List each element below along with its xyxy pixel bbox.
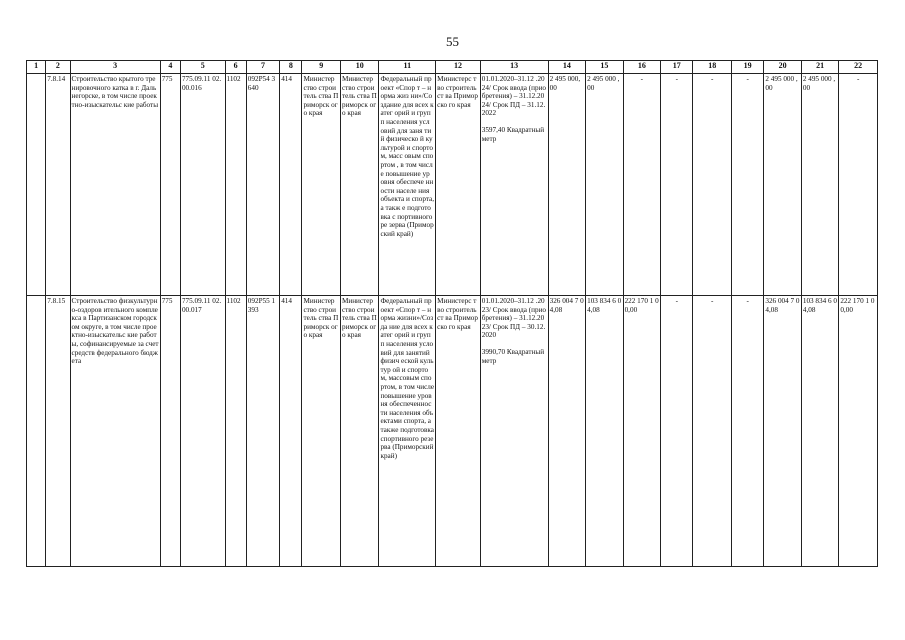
table-row: [27, 296, 878, 567]
cell-responsible: Министерс тво строительст ва Приморско го края: [436, 296, 481, 567]
cell-object-name: Строительство физкультурно-оздоров ительного комплекса в Партизанском городском округе, в том числе проектно-изыскательс кие работы, софинансируемые за счет средств федерального бюджета: [70, 296, 160, 567]
cell-amount: 326 004 7 04,08: [548, 296, 585, 567]
cell-index: [27, 74, 46, 296]
column-header: 19: [731, 61, 763, 74]
cell-amount: -: [693, 74, 731, 296]
column-header: 6: [225, 61, 246, 74]
cell-amount: 103 834 6 04,08: [801, 296, 838, 567]
column-header: 20: [764, 61, 801, 74]
cell-amount: 326 004 7 04,08: [764, 296, 801, 567]
terms-dates: 01.01.2020–31.12 .2023/ Срок ввода (приобретения) – 31.12.2023/ Срок ПД – 30.12.2020: [481, 297, 547, 340]
cell-amount: -: [661, 74, 693, 296]
terms-dates: 01.01.2020–31.12 .2024/ Срок ввода (приобретения) – 31.12.2024/ Срок ПД – 31.12.2022: [481, 75, 547, 118]
cell-code: 7.8.15: [46, 296, 70, 567]
cell-amount: 2 495 000 ,00: [801, 74, 838, 296]
column-header: 10: [340, 61, 378, 74]
cell-index: [27, 296, 46, 567]
cell-amount: -: [693, 296, 731, 567]
column-header: 4: [160, 61, 180, 74]
cell-project: Федеральный проект «Спор т – норма жиз ни»/Создание для всех катег орий и групп населения усл овий для заня тий физическо й культурой и спортом, масс овым спортом , в том числе повышение ур овня обеспече нности населе ния объекта и спорта, а такж е подготовка с портивного ре зерва (Примор ский край): [379, 74, 436, 296]
cell-project: Федеральный проект «Спор т – норма жизни»/Созда ние для всех катег орий и групп населения условий для занятий физич еской культур ой и спортом, массовым спо ртом, в том числе повышение уровня обеспеченнос ти населения объектами спорта, а также подготовка спортивного резерва (Приморский край): [379, 296, 436, 567]
cell-code: 7.8.14: [46, 74, 70, 296]
cell-terms: [480, 74, 548, 296]
column-header: 14: [548, 61, 585, 74]
column-header: 11: [379, 61, 436, 74]
cell-amount: -: [661, 296, 693, 567]
header-row: [27, 61, 878, 74]
cell-section: 1102: [225, 74, 246, 296]
cell-customer: Министер ство строитель ства Приморск ого края: [302, 74, 340, 296]
cell-grbs: 775: [160, 74, 180, 296]
column-header: 15: [586, 61, 623, 74]
cell-program-code: 775.09.11 02.00.016: [180, 74, 225, 296]
cell-expense-type: 414: [280, 74, 302, 296]
cell-target-article: 092P55 1393: [246, 296, 279, 567]
column-header: 16: [623, 61, 660, 74]
column-header: 13: [480, 61, 548, 74]
column-header: 18: [693, 61, 731, 74]
cell-amount: 103 834 6 04,08: [586, 296, 623, 567]
table-row: [27, 74, 878, 296]
column-header: 9: [302, 61, 340, 74]
column-header: 2: [46, 61, 70, 74]
cell-amount: 222 170 1 00,00: [623, 296, 660, 567]
terms-capacity: 3597,40 Квадратный метр: [481, 125, 545, 143]
cell-amount: -: [731, 74, 763, 296]
column-header: 22: [839, 61, 878, 74]
column-header: 3: [70, 61, 160, 74]
cell-customer: Министер ство строитель ства Приморск ого края: [302, 296, 340, 567]
cell-amount: -: [731, 296, 763, 567]
cell-target-article: 092P54 3640: [246, 74, 279, 296]
column-header: 1: [27, 61, 46, 74]
cell-developer: Министер ство строитель ства Приморск ого края: [340, 74, 378, 296]
cell-amount: -: [839, 74, 878, 296]
column-header: 7: [246, 61, 279, 74]
cell-amount: -: [623, 74, 660, 296]
column-header: 17: [661, 61, 693, 74]
column-header: 5: [180, 61, 225, 74]
cell-section: 1102: [225, 296, 246, 567]
terms-capacity: 3990,70 Квадратный метр: [481, 347, 545, 365]
cell-amount: 2 495 000 ,00: [586, 74, 623, 296]
cell-amount: 2 495 000 ,00: [764, 74, 801, 296]
cell-developer: Министер ство строитель ства Приморск ого края: [340, 296, 378, 567]
column-header: 8: [280, 61, 302, 74]
cell-responsible: Министерс тво строительст ва Приморско го края: [436, 74, 481, 296]
cell-object-name: Строительство крытого тренировочного катка в г. Дальнегорске, в том числе проектно-изыскательс кие работы: [70, 74, 160, 296]
page-number: 55: [446, 34, 459, 49]
cell-amount: 2 495 000, 00: [548, 74, 585, 296]
column-header: 21: [801, 61, 838, 74]
cell-program-code: 775.09.11 02.00.017: [180, 296, 225, 567]
data-table: [26, 60, 878, 567]
cell-grbs: 775: [160, 296, 180, 567]
cell-expense-type: 414: [280, 296, 302, 567]
column-header: 12: [436, 61, 481, 74]
cell-amount: 222 170 1 00,00: [839, 296, 878, 567]
cell-terms: [480, 296, 548, 567]
